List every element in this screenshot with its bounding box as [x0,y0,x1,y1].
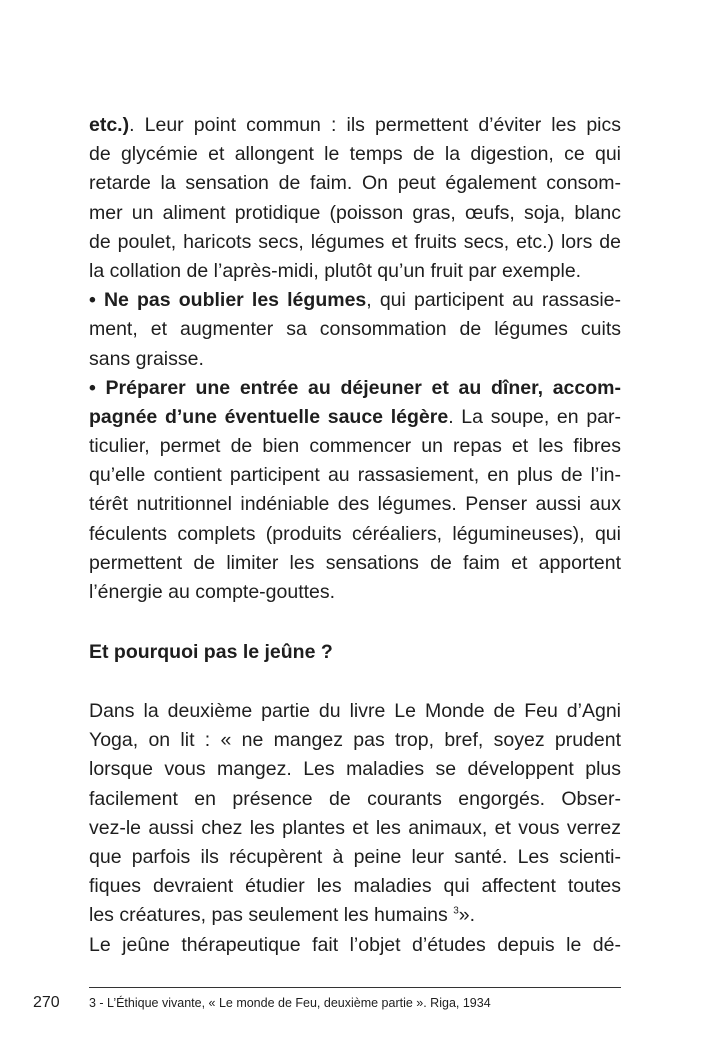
bold-phrase: • Ne pas oublier les légumes [89,289,367,312]
bold-phrase: pagnée d’une éventuelle sauce légère [89,405,449,428]
line-text: l’énergie au compte-gouttes. [89,581,336,603]
footnote-reference: 3 [453,905,459,917]
body-text [89,111,621,607]
section-heading: Et pourquoi pas le jeûne ? [89,641,333,663]
text-line [89,490,621,519]
line-text: mer un aliment protidique (poisson gras, œufs, soja, blanc [89,201,621,224]
text-line: que parfois ils récupèrent à peine leur santé. Les scienti- [89,845,621,868]
line-text: ». [458,904,476,927]
line-text: les créatures, pas seulement les humains [89,904,454,927]
line-text: , qui participent au rassasie- [366,289,622,312]
text-line [89,199,621,228]
text-line: vez-le aussi chez les plantes et les animaux, et vous verrez [89,816,621,839]
line-text: qu’elle contient participent au rassasiement, en plus de l’in- [89,464,621,487]
text-line: facilement en présence de courants engorgés. Obser- [89,787,621,810]
section-body [89,697,621,960]
bullet-line [89,286,621,315]
text-line: Le jeûne thérapeutique fait l’objet d’études depuis le dé- [89,933,621,956]
line-text: . La soupe, en par- [448,405,621,428]
text-line [89,432,621,461]
line-text: féculents complets (produits céréaliers, légumineuses), qui [89,522,621,545]
line-text: térêt nutritionnel indéniable des légumes. Penser aussi aux [89,493,621,516]
line-text: ticulier, permet de bien commencer un repas et les fibres [89,435,621,458]
bold-phrase: etc.) [89,114,130,136]
text-line: lorsque vous mangez. Les maladies se développent plus [89,758,621,781]
bold-phrase: • Préparer une entrée au déjeuner et au dîner, accom- [89,376,621,399]
footnote-divider [89,987,621,988]
text-line: Yoga, on lit : « ne mangez pas trop, bref, soyez prudent [89,729,621,752]
text-line [89,315,621,344]
line-text: la collation de l’après-midi, plutôt qu’un fruit par exemple. [89,259,582,282]
line-text: de glycémie et allongent le temps de la digestion, ce qui [89,143,621,166]
line-text: ment, et augmenter sa consommation de légumes cuits [89,318,621,341]
text-line [89,403,621,432]
text-line [89,228,621,257]
page-number: 270 [33,994,60,1011]
text-line [89,111,621,140]
text-line: fiques devraient étudier les maladies qui affectent toutes [89,875,621,898]
text-line [89,257,621,286]
line-text: retarde la sensation de faim. On peut également consom- [89,172,621,195]
bullet-line [89,374,621,403]
line-text: permettent de limiter les sensations de faim et apportent [89,551,621,574]
text-line [89,461,621,490]
text-line [89,345,621,374]
text-line [89,169,621,198]
text-line [89,901,621,930]
text-line [89,578,621,607]
line-text: de poulet, haricots secs, légumes et fruits secs, etc.) lors de [89,230,621,253]
text-line [89,549,621,578]
footnote: 3 - L’Éthique vivante, « Le monde de Feu, deuxième partie ». Riga, 1934 [89,996,491,1010]
text-line: Dans la deuxième partie du livre Le Monde de Feu d’Agni [89,700,621,722]
text-line [89,140,621,169]
text-line [89,520,621,549]
line-text: sans graisse. [89,347,204,370]
line-text: . Leur point commun : ils permettent d’éviter les pics [129,114,621,136]
